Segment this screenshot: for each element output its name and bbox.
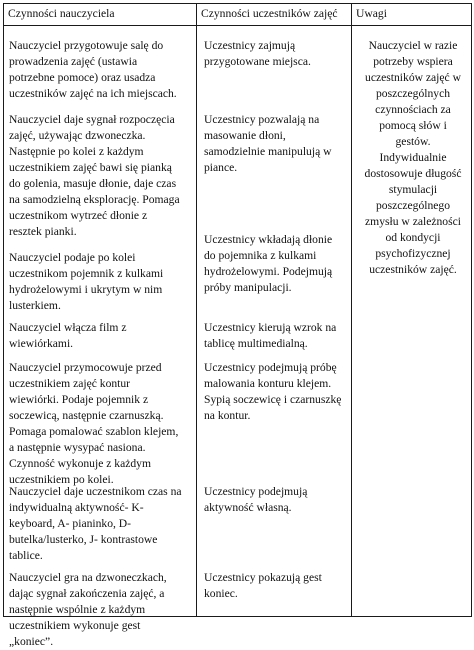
teacher-step-1: Nauczyciel przygotowuje salę do prowadzenia zajęć (ustawia potrzebne pomoce) oraz usadza uczestników zajęć na ich miejscach.: [9, 39, 177, 100]
teacher-step-5: Nauczyciel przymocowuje przed uczestnikiem zajęć kontur wiewiórki. Podaje pojemnik z soczewicą, następnie czarnuszką. Pomaga pomalować szablon klejem, a następnie wysypać nasiona. Czynność wykonuje z każdym uczestnikiem po kolei.: [9, 361, 179, 486]
teacher-step-4: Nauczyciel włącza film z wiewiórkami.: [9, 321, 127, 350]
teacher-activities-cell: [4, 26, 197, 648]
participant-step-3: Uczestnicy wkładają dłonie do pojemnika z kulkami hydrożelowymi. Podejmują próby manipulacji.: [204, 233, 333, 294]
remarks-cell: [352, 26, 472, 617]
participant-activities-cell: [197, 26, 352, 617]
participant-step-6: Uczestnicy podejmują aktywność własną.: [204, 485, 308, 514]
teacher-step-2: Nauczyciel daje sygnał rozpoczęcia zajęć, używając dzwoneczka. Następnie po kolei z każdym uczestnikiem zajęć bawi się pianką do golenia, masuje dłonie, daje czas na samodzielną eksplorację. Pomaga uczestnikom wytrzeć dłonie z resztek pianki.: [9, 113, 180, 238]
teacher-step-7: Nauczyciel gra na dzwoneczkach, dając sygnał zakończenia zajęć, a następnie wspólnie z każdym uczestnikiem wykonuje gest „koniec”.: [9, 571, 167, 648]
table-header-row: [4, 4, 472, 26]
header-participant-activities: Czynności uczestników zajęć: [197, 4, 352, 26]
participant-step-1: Uczestnicy zajmują przygotowane miejsca.: [204, 39, 311, 68]
lesson-activities-table: [3, 3, 472, 648]
header-remarks: Uwagi: [352, 4, 472, 26]
teacher-step-6: Nauczyciel daje uczestnikom czas na indywidualną aktywność- K- keyboard, A- pianinko, D- butelka/lusterko, J- kontrastowe tablice.: [9, 485, 182, 562]
table-body-row: [4, 26, 472, 617]
participant-step-2: Uczestnicy pozwalają na masowanie dłoni, samodzielnie manipulują w piance.: [204, 113, 332, 174]
teacher-step-3: Nauczyciel podaje po kolei uczestnikom pojemnik z kulkami hydrożelowymi i ukrytym w nim lusterkiem.: [9, 251, 164, 312]
participant-step-4: Uczestnicy kierują wzrok na tablicę multimedialną.: [204, 321, 337, 350]
participant-step-7: Uczestnicy pokazują gest koniec.: [204, 571, 322, 600]
participant-step-5: Uczestnicy podejmują próbę malowania konturu klejem. Sypią soczewicę i czarnuszkę na kontur.: [204, 361, 342, 422]
header-teacher-activities: Czynności nauczyciela: [4, 4, 197, 26]
remarks-text: Nauczyciel w razie potrzeby wspiera uczestników zajęć w poszczególnych czynnościach za pomocą słów i gestów. Indywidualnie dostosowuje długość stymulacji poszczególnego zmysłu w zależności od kondycji psychofizycznej uczestników zajęć.: [364, 39, 462, 276]
